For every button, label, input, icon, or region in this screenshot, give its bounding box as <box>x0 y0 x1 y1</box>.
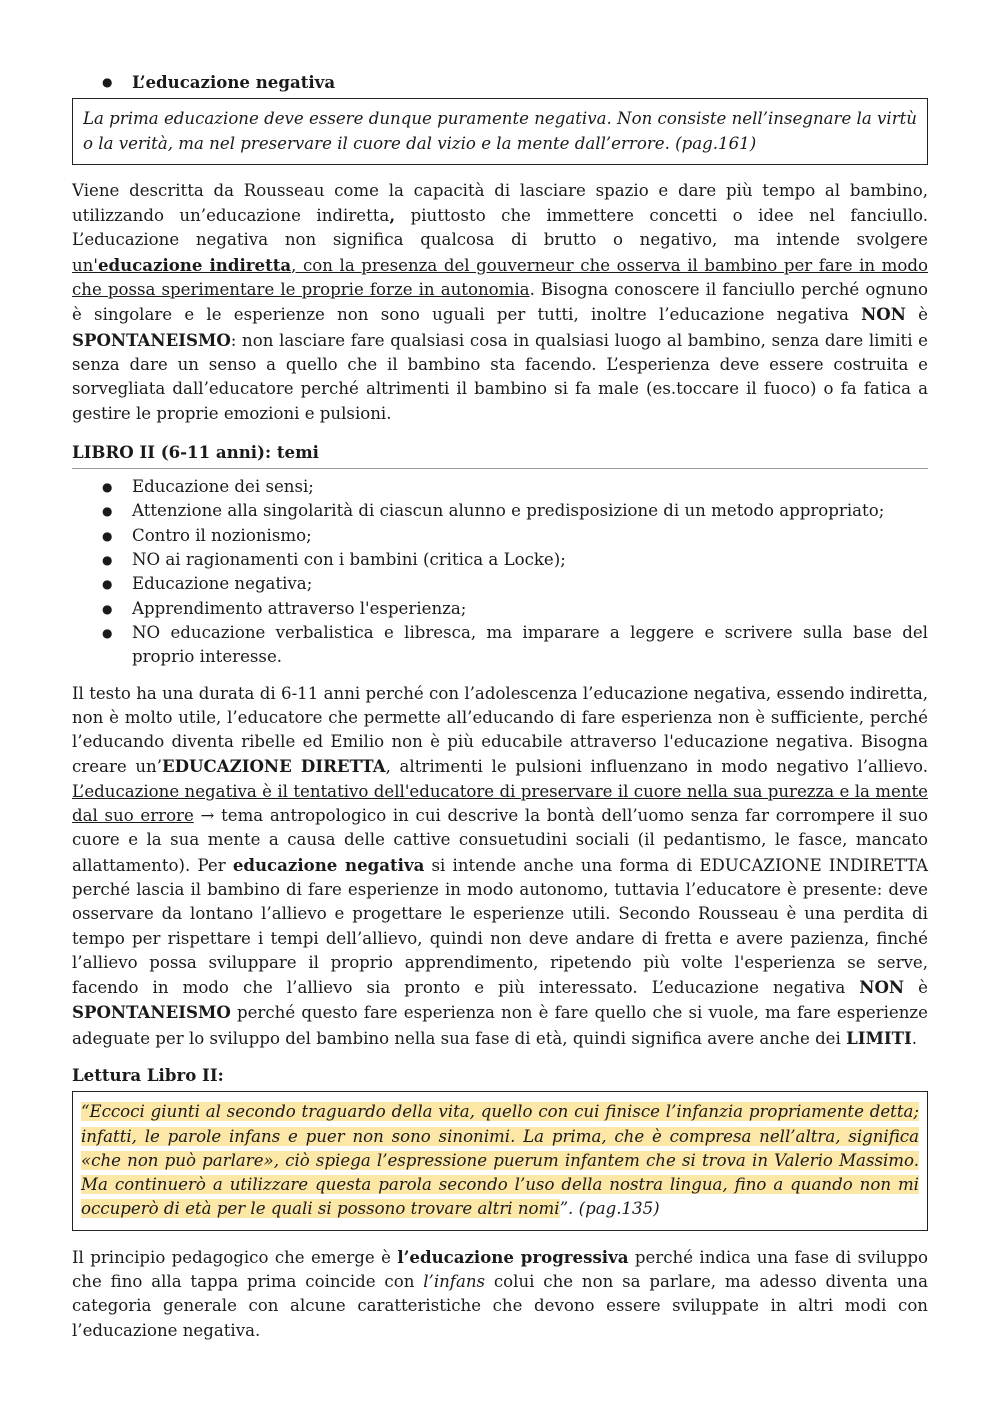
text-run: . Bisogna conoscere il fanciullo perché ognuno è singolare e le esperienze non sono uguali per tutti, inoltre l’educazione negativa <box>72 280 929 325</box>
list-item: ● NO educazione verbalistica e libresca, ma imparare a leggere e scrivere sulla base del proprio interesse. <box>72 621 928 670</box>
quote-box-pag161 <box>72 98 928 165</box>
text-run-bold: SPONTANEISMO <box>72 329 231 350</box>
text-run: colui che non sa parlare, ma adesso diventa una categoria generale con alcune caratteristiche che devono essere sviluppate in altri modi con l’educazione negativa. <box>72 1272 928 1340</box>
text-run: è <box>905 305 928 325</box>
text-run: , con la presenza del gouverneur che osserva il bambino per fare in modo che possa sperimentare le proprie forze in autonomia <box>72 255 928 300</box>
text-run-bold: NON <box>859 977 905 998</box>
quote-box-pag135 <box>72 1091 928 1230</box>
text-run: . <box>911 1028 918 1048</box>
section-title-libro-ii: LIBRO II (6-11 anni): temi <box>72 440 928 469</box>
section-heading-educazione-negativa: ● L’educazione negativa <box>72 70 928 94</box>
text-run: , altrimenti le pulsioni influenzano in modo negativo l’allievo. <box>385 757 928 777</box>
text-run-bold: LIMITI <box>846 1027 912 1048</box>
text-run-bold: l’educazione progressiva <box>397 1246 629 1267</box>
quote-text: La prima educazione deve essere dunque puramente negativa. Non consiste nell’insegnare la virtù o la verità, ma nel preservare il cuore dal vizio e la mente dall’errore. (pag.161) <box>83 109 917 153</box>
text-run: ”. (pag.135) <box>559 1199 660 1219</box>
text-run: si intende anche una forma di EDUCAZIONE INDIRETTA perché lascia il bambino di fare esperienze in modo autonomo, tuttavia l’educatore è presente: deve osservare da lontano l’allievo e progettare le esperienze utili. Secondo Rousseau è una perdita di tempo per rispettare i tempi dell’allievo, quindi non deve andare di fretta e avere pazienza, finché l’allievo possa sviluppare il proprio apprendimento, ripetendo più volte l'esperienza se serve, facendo in modo che l’allievo sia pronto e più interessato. L’educazione negativa <box>72 855 928 998</box>
text-run: Il principio pedagogico che emerge è <box>72 1247 398 1267</box>
text-run-bold: EDUCAZIONE DIRETTA <box>162 756 386 777</box>
text-run: Viene descritta da Rousseau come la capacità di lasciare spazio e dare più tempo al bambino, utilizzando un’educazione indiretta <box>72 180 928 226</box>
paragraph-3 <box>72 1245 928 1343</box>
paragraph-2 <box>72 682 928 1051</box>
underlined-text: L’educazione negativa è il tentativo dell'educatore di preservare il cuore nella sua purezza e la mente dal suo errore <box>72 781 928 826</box>
text-run-bold: SPONTANEISMO <box>72 1002 231 1023</box>
text-run: perché questo fare esperienza non è fare quello che si vuole, ma fare esperienze adeguate per lo sviluppo del bambino nella sua fase di età, quindi significa avere anche dei <box>72 1003 928 1048</box>
list-item: ● Attenzione alla singolarità di ciascun alunno e predisposizione di un metodo appropriato; <box>72 499 928 523</box>
list-item: ● NO ai ragionamenti con i bambini (critica a Locke); <box>72 548 928 572</box>
text-run-bold: educazione negativa <box>232 854 425 875</box>
list-item: ● Apprendimento attraverso l'esperienza; <box>72 597 928 621</box>
text-run: un' <box>72 255 98 275</box>
text-run-bold: educazione indiretta <box>97 254 292 275</box>
list-item: ● Educazione dei sensi; <box>72 475 928 499</box>
list-item: ● Educazione negativa; <box>72 572 928 596</box>
section-title-lettura: Lettura Libro II: <box>72 1064 224 1085</box>
text-run-italic: l’infans <box>423 1272 486 1292</box>
text-run: perché indica una fase di sviluppo che fino alla tappa prima coincide con <box>72 1247 928 1292</box>
text-run: è <box>904 978 928 998</box>
themes-list <box>72 475 928 669</box>
highlighted-text: “Eccoci giunti al secondo traguardo della vita, quello con cui finisce l’infanzia propriamente detta; infatti, le parole infans e puer non sono sinonimi. La prima, che è compresa nell’altra, significa «che non può parlare», ciò spiega l’espressione puerum infantem che si trova in Valerio Massimo. Ma continuerò a utilizzare questa parola secondo l’uso della nostra lingua, fino a quando non mi occuperò di età per le quali si possono trovare altri nomi <box>81 1102 919 1219</box>
text-run: piuttosto che immettere concetti o idee nel fanciullo. L’educazione negativa non significa qualcosa di brutto o negativo, ma intende svolgere <box>72 206 929 250</box>
highlighted-quote <box>81 1100 919 1221</box>
text-run: : non lasciare fare qualsiasi cosa in qualsiasi luogo al bambino, senza dare limiti e senza dare un senso a quello che il bambino sta facendo. L’esperienza deve essere costruita e sorvegliata dall’educatore perché altrimenti il bambino si fa male (es.toccare il fuoco) o fa fatica a gestire le proprie emozioni e pulsioni. <box>72 330 928 423</box>
list-item: ● Contro il nozionismo; <box>72 524 928 548</box>
text-run-bold: NON <box>861 304 906 325</box>
text-run-bold: , <box>389 205 396 226</box>
paragraph-1 <box>72 179 928 426</box>
text-run: Il testo ha una durata di 6-11 anni perché con l’adolescenza l’educazione negativa, essendo indiretta, non è molto utile, l’educatore che permette all’educando di fare esperienza non è sufficiente, perché l’educando diventa ribelle ed Emilio non è più educabile attraverso l'educazione negativa. Bisogna creare un’ <box>72 683 928 777</box>
document-page <box>72 70 928 1343</box>
text-run: → tema antropologico in cui descrive la bontà dell’uomo senza far corrompere il suo cuore e la sua mente a causa delle cattive consuetudini sociali (il pedantismo, le fasce, mancato allattamento). Per <box>72 806 928 875</box>
